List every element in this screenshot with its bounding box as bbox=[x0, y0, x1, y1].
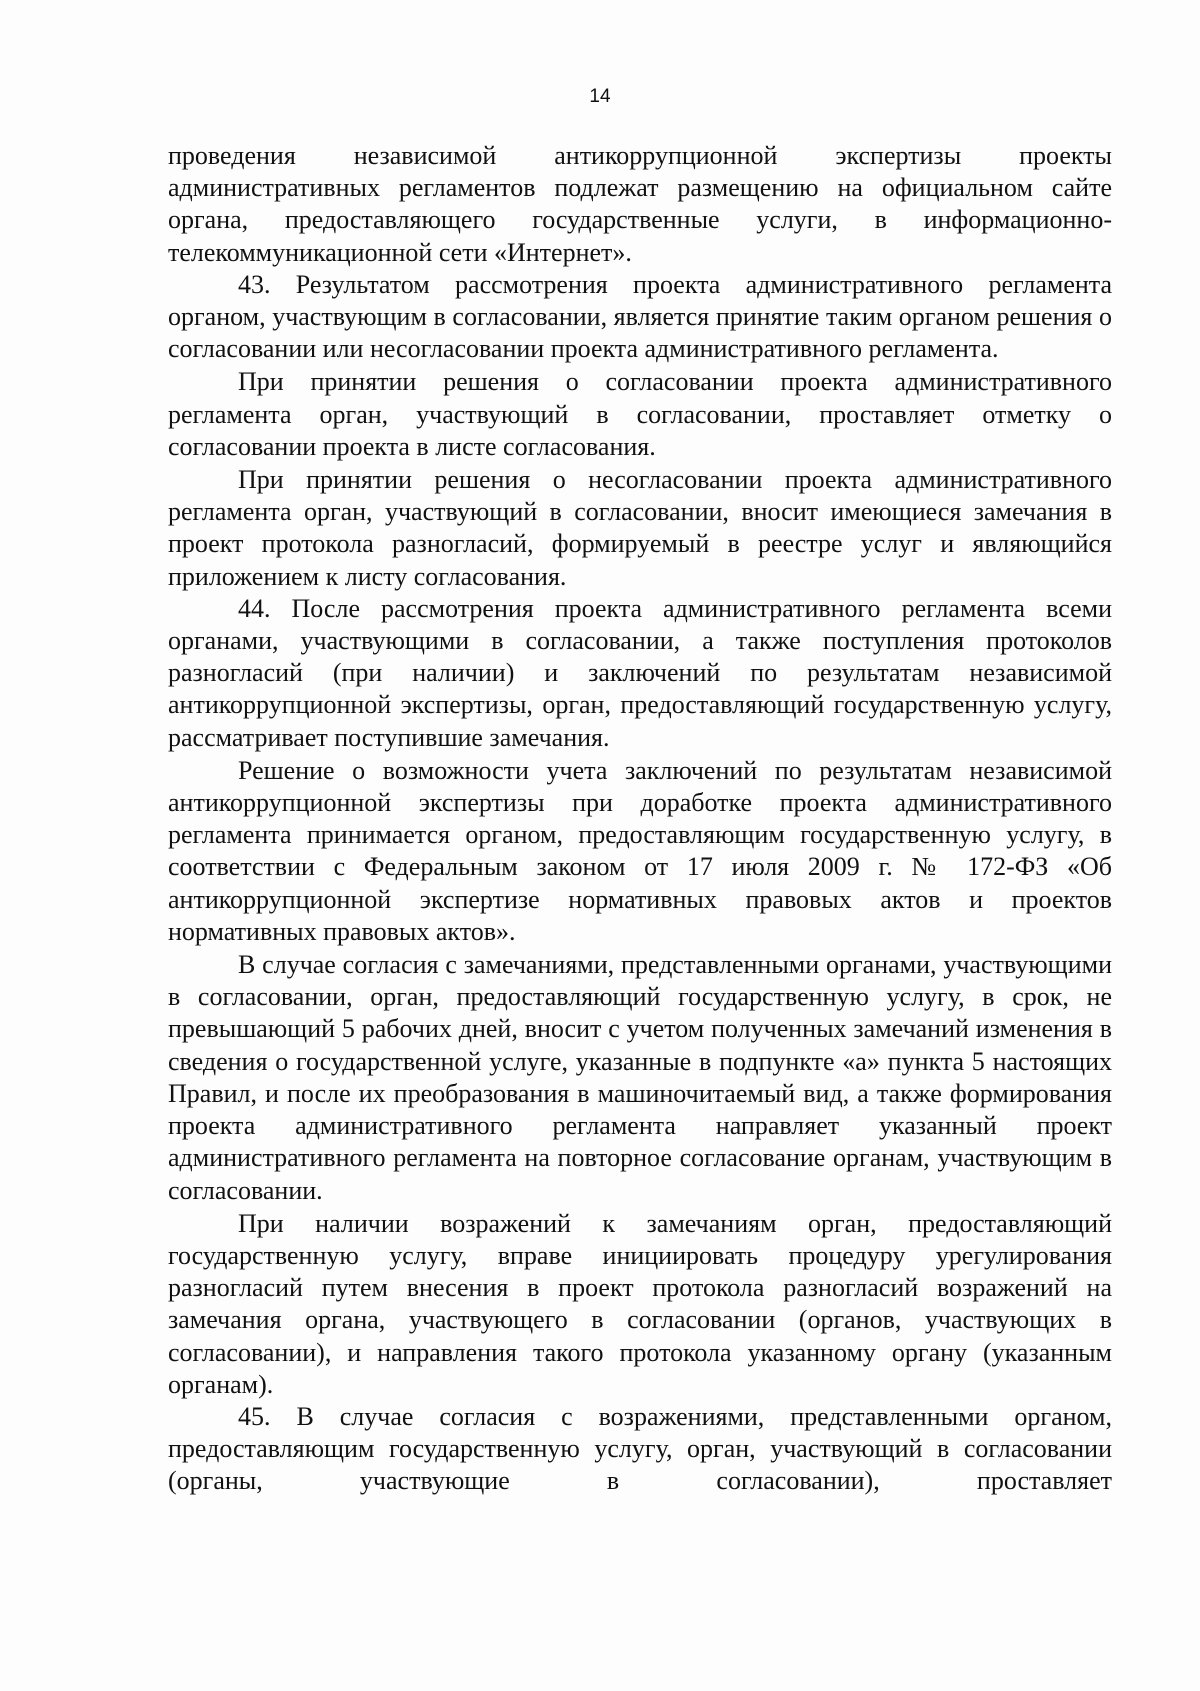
page-number: 14 bbox=[589, 86, 611, 107]
paragraph-objections: При наличии возражений к замечаниям орган, предоставляющий государственную услугу, вправе инициировать процедуру урегулирования разногласий путем внесения в проект протокола разногласий возражений на замечания органа, участвующего в согласовании (органов, участвующих в согласовании), и направления такого протокола указанному органу (указанным органам). bbox=[168, 1208, 1112, 1399]
paragraph-43: 43. Результатом рассмотрения проекта административного регламента органом, участвующим в согласовании, является принятие таким органом решения о согласовании или несогласовании проекта административного регламента. bbox=[168, 269, 1112, 364]
paragraph-disapproval: При принятии решения о несогласовании проекта административного регламента орган, участвующий в согласовании, вносит имеющиеся замечания в проект протокола разногласий, формируемый в реестре услуг и являющийся приложением к листу согласования. bbox=[168, 465, 1112, 591]
paragraph-continuation: проведения независимой антикоррупционной экспертизы проекты административных регламентов подлежат размещению на официальном сайте органа, предоставляющего государственные услуги, в информационно-телекоммуникационной сети «Интернет». bbox=[168, 141, 1112, 267]
paragraph-anticorruption-decision: Решение о возможности учета заключений по результатам независимой антикоррупционной экспертизы при доработке проекта административного регламента принимается органом, предоставляющим государственную услугу, в соответствии с Федеральным законом от 17 июля 2009 г. № 172-ФЗ «Об антикоррупционной экспертизе нормативных правовых актов и проектов нормативных правовых актов». bbox=[168, 755, 1112, 946]
document-body bbox=[168, 140, 1112, 1498]
paragraph-44: 44. После рассмотрения проекта административного регламента всеми органами, участвующими в согласовании, а также поступления протоколов разногласий (при наличии) и заключений по результатам независимой антикоррупционной экспертизы, орган, предоставляющий государственную услугу, рассматривает поступившие замечания. bbox=[168, 593, 1112, 752]
paragraph-45: 45. В случае согласия с возражениями, представленными органом, предоставляющим государственную услугу, орган, участвующий в согласовании (органы, участвующие в согласовании), проставляет bbox=[168, 1401, 1112, 1496]
paragraph-approval: При принятии решения о согласовании проекта административного регламента орган, участвующий в согласовании, проставляет отметку о согласовании проекта в листе согласования. bbox=[168, 367, 1112, 461]
paragraph-agreement-with-remarks: В случае согласия с замечаниями, представленными органами, участвующими в согласовании, орган, предоставляющий государственную услугу, в срок, не превышающий 5 рабочих дней, вносит с учетом полученных замечаний изменения в сведения о государственной услуге, указанные в подпункте «а» пункта 5 настоящих Правил, и после их преобразования в машиночитаемый вид, а также формирования проекта административного регламента направляет указанный проект административного регламента на повторное согласование органам, участвующим в согласовании. bbox=[168, 950, 1112, 1205]
